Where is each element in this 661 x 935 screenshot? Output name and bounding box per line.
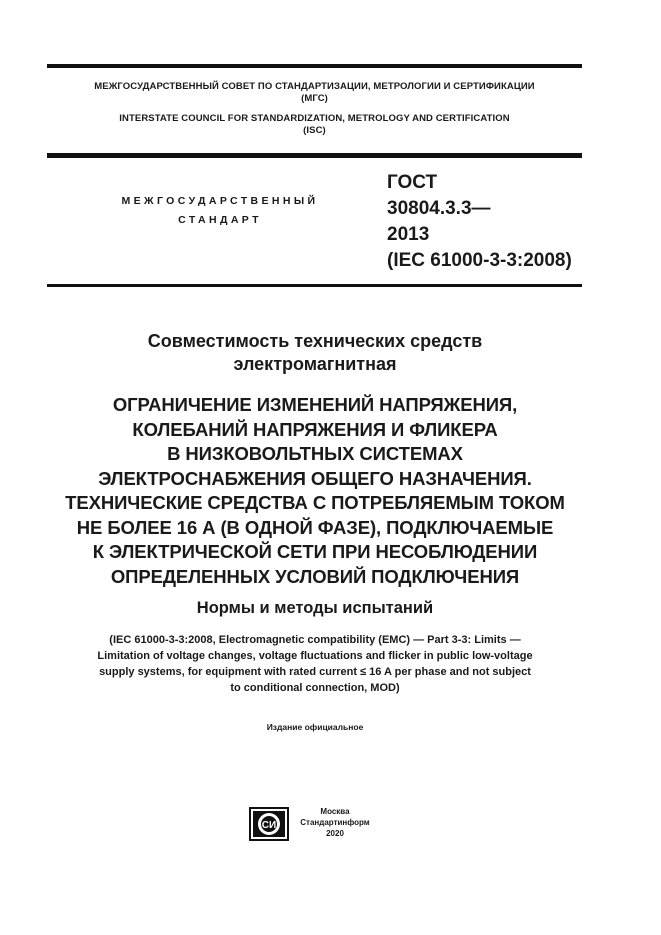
document-subtitle: Нормы и методы испытаний xyxy=(196,599,434,617)
publisher-name: Стандартинформ xyxy=(300,818,370,827)
designation-line2: 30804.3.3— xyxy=(387,198,491,219)
iec-reference xyxy=(40,632,590,696)
top-divider xyxy=(47,64,582,68)
council-ru-line1: МЕЖГОСУДАРСТВЕННЫЙ СОВЕТ ПО СТАНДАРТИЗАЦИИ, МЕТРОЛОГИИ И СЕРТИФИКАЦИИ xyxy=(94,81,535,92)
title-line1: Совместимость технических средств xyxy=(147,331,483,351)
iec-reference-line: (IEC 61000-3-3:2008, Electromagnetic compatibility (EMC) — Part 3-3: Limits — xyxy=(109,634,521,646)
title-caps-line: ОПРЕДЕЛЕННЫХ УСЛОВИЙ ПОДКЛЮЧЕНИЯ xyxy=(110,565,520,587)
logo-text: СИ xyxy=(261,820,277,831)
iec-reference-line: supply systems, for equipment with rated current ≤ 16 A per phase and not subject xyxy=(99,666,531,678)
title-caps-line: ЭЛЕКТРОСНАБЖЕНИЯ ОБЩЕГО НАЗНАЧЕНИЯ. xyxy=(98,467,532,489)
middle-divider xyxy=(47,153,582,158)
standard-kind-line1: МЕЖГОСУДАРСТВЕННЫЙ xyxy=(121,195,319,207)
title-line2: электромагнитная xyxy=(233,354,397,374)
standard-kind-line2: СТАНДАРТ xyxy=(178,214,262,226)
council-name-en xyxy=(47,113,582,137)
designation-line4: (IEC 61000-3-3:2008) xyxy=(387,250,572,271)
council-ru-line2: (МГС) xyxy=(301,93,328,104)
iec-reference-line: Limitation of voltage changes, voltage fluctuations and flicker in public low-voltage xyxy=(97,650,533,662)
edition-label: Издание официальное xyxy=(266,722,364,732)
standartinform-logo-icon xyxy=(249,807,289,841)
designation-line1: ГОСТ xyxy=(387,172,438,193)
iec-reference-line: to conditional connection, MOD) xyxy=(230,682,400,694)
title-caps-line: КОЛЕБАНИЙ НАПРЯЖЕНИЯ И ФЛИКЕРА xyxy=(132,418,498,440)
designation-line3: 2013 xyxy=(387,224,430,245)
publisher-city: Москва xyxy=(320,807,350,816)
document-title-caps xyxy=(40,393,590,589)
council-name-ru xyxy=(47,81,582,105)
title-caps-line: В НИЗКОВОЛЬТНЫХ СИСТЕМАХ xyxy=(167,443,463,464)
publisher-year: 2020 xyxy=(326,829,344,838)
title-caps-line: НЕ БОЛЕЕ 16 А (В ОДНОЙ ФАЗЕ), ПОДКЛЮЧАЕМЫЕ xyxy=(76,516,554,538)
council-en-line1: INTERSTATE COUNCIL FOR STANDARDIZATION, METROLOGY AND CERTIFICATION xyxy=(119,113,510,124)
title-caps-line: К ЭЛЕКТРИЧЕСКОЙ СЕТИ ПРИ НЕСОБЛЮДЕНИИ xyxy=(92,541,538,562)
document-title xyxy=(60,330,570,376)
standard-designation xyxy=(387,170,572,274)
title-caps-line: ТЕХНИЧЕСКИЕ СРЕДСТВА С ПОТРЕБЛЯЕМЫМ ТОКОМ xyxy=(65,492,565,513)
publisher-info xyxy=(295,806,375,839)
standard-kind xyxy=(90,192,350,230)
council-en-line2: (ISC) xyxy=(303,125,326,136)
lower-divider xyxy=(47,284,582,287)
title-caps-line: ОГРАНИЧЕНИЕ ИЗМЕНЕНИЙ НАПРЯЖЕНИЯ, xyxy=(112,394,518,415)
